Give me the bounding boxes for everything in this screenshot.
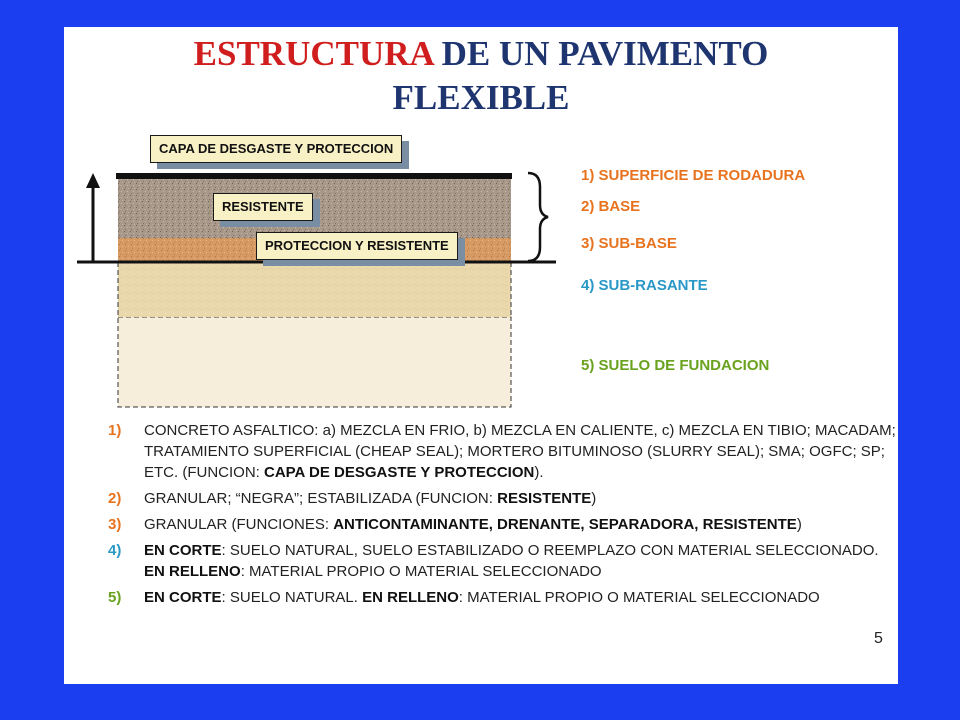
note-emphasis: EN CORTE xyxy=(144,542,222,559)
layer-label-4: 4) SUB-RASANTE xyxy=(581,277,708,294)
note-item xyxy=(108,420,898,483)
wearing-surface-layer xyxy=(116,173,512,179)
note-emphasis: RESISTENTE xyxy=(497,490,592,507)
note-item xyxy=(108,488,898,509)
slide-title-line2: FLEXIBLE xyxy=(392,78,570,117)
subgrade-layer xyxy=(118,262,511,317)
note-text: CONCRETO ASFALTICO: a) MEZCLA EN FRIO, b) MEZCLA EN CALIENTE, c) MEZCLA EN TIBIO; MACADAM; TRATAMIENTO SUPERFICIAL (CHEAP SEAL); MORTERO BITUMINOSO (SLURRY SEAL); SMA; OGFC; SP; ETC. (FUNCION: xyxy=(144,422,896,481)
layers-brace xyxy=(528,173,548,261)
layer-label-5: 5) SUELO DE FUNDACION xyxy=(581,357,770,374)
callout-resistant: RESISTENTE xyxy=(213,193,313,221)
layer-label-2: 2) BASE xyxy=(581,198,641,215)
note-item xyxy=(108,540,898,582)
note-text: ) xyxy=(796,516,802,533)
note-emphasis: EN RELLENO xyxy=(362,589,459,606)
foundation-soil-layer xyxy=(118,317,511,407)
note-number: 2) xyxy=(108,490,122,507)
notes-list xyxy=(108,420,898,613)
callout-protection-resistant: PROTECCION Y RESISTENTE xyxy=(256,232,458,260)
note-emphasis: EN RELLENO xyxy=(144,563,241,580)
note-text: GRANULAR; “NEGRA”; ESTABILIZADA (FUNCION: xyxy=(144,490,498,507)
slide xyxy=(64,27,898,684)
note-number: 5) xyxy=(108,589,122,606)
note-text: : MATERIAL PROPIO O MATERIAL SELECCIONADO xyxy=(458,589,820,606)
note-number: 3) xyxy=(108,516,122,533)
title-highlight: ESTRUCTURA xyxy=(193,34,433,73)
note-emphasis: ANTICONTAMINANTE, DRENANTE, SEPARADORA, RESISTENTE xyxy=(333,516,797,533)
note-text: ) xyxy=(591,490,597,507)
note-number: 1) xyxy=(108,422,122,439)
note-emphasis: EN CORTE xyxy=(144,589,222,606)
height-arrow-head xyxy=(86,173,100,188)
note-item xyxy=(108,587,898,608)
note-text: : MATERIAL PROPIO O MATERIAL SELECCIONADO xyxy=(240,563,602,580)
callout-wearing-protection: CAPA DE DESGASTE Y PROTECCION xyxy=(150,135,402,163)
page-number: 5 xyxy=(874,630,883,647)
title-line1: DE UN PAVIMENTO xyxy=(432,34,769,73)
base-layer xyxy=(118,177,511,238)
note-emphasis: CAPA DE DESGASTE Y PROTECCION xyxy=(264,464,535,481)
note-item xyxy=(108,514,898,535)
note-text: : SUELO NATURAL. xyxy=(221,589,363,606)
note-text: : SUELO NATURAL, SUELO ESTABILIZADO O REEMPLAZO CON MATERIAL SELECCIONADO. xyxy=(221,542,879,559)
note-number: 4) xyxy=(108,542,122,559)
note-text: GRANULAR (FUNCIONES: xyxy=(144,516,334,533)
note-text: ). xyxy=(534,464,544,481)
layer-label-1: 1) SUPERFICIE DE RODADURA xyxy=(581,167,806,184)
layer-label-3: 3) SUB-BASE xyxy=(581,235,677,252)
